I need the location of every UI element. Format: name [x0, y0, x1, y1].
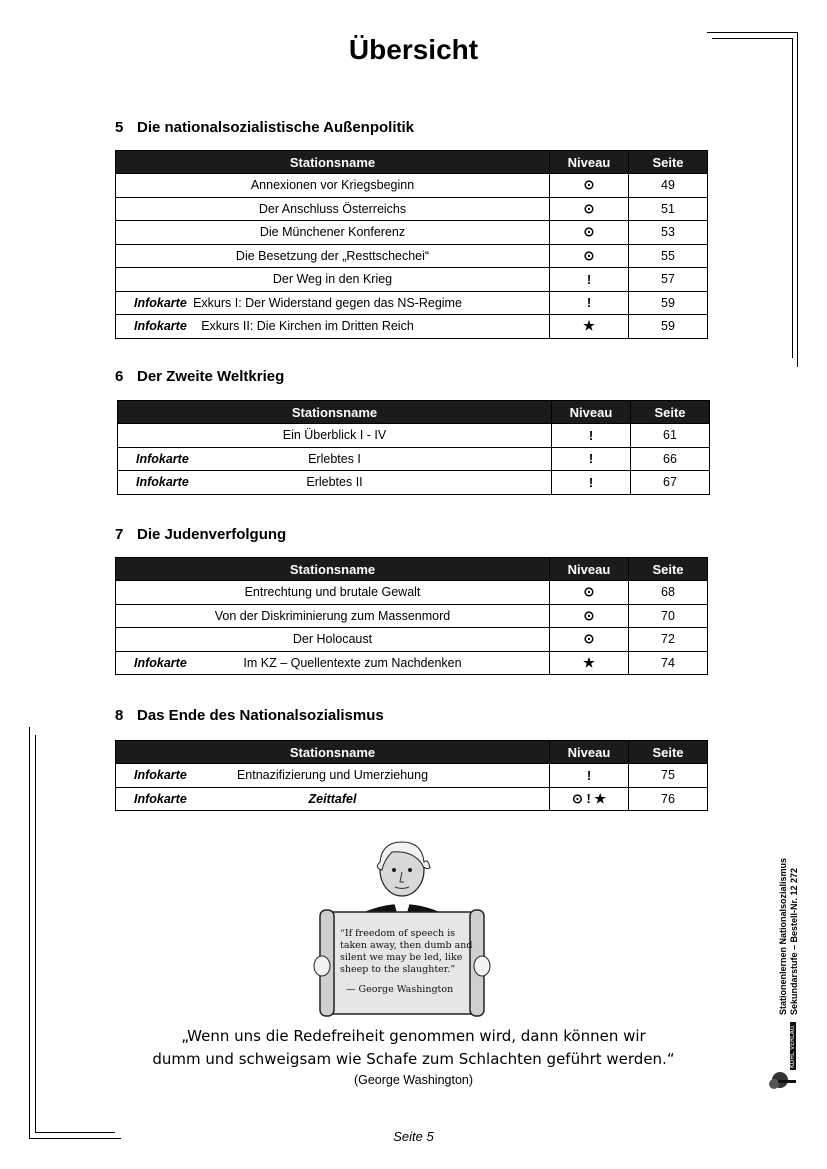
table-row: [118, 471, 710, 495]
station-level: ⊙: [550, 174, 629, 198]
station-page: 57: [629, 268, 708, 292]
table-header-row: [116, 558, 708, 581]
station-page: 59: [629, 315, 708, 339]
infokarte-tag: Infokarte: [134, 791, 187, 806]
section-title-8: 8 Das Ende des Nationalsozialismus: [115, 707, 384, 724]
table-header-row: [116, 741, 708, 764]
header-name: Stationsname: [116, 741, 550, 764]
section-title-6: 6 Der Zweite Weltkrieg: [115, 368, 285, 385]
station-page: 70: [629, 604, 708, 628]
table-row: [116, 787, 708, 811]
station-name: Entrechtung und brutale Gewalt: [116, 581, 550, 605]
table-row: [116, 244, 708, 268]
infokarte-tag: Infokarte: [134, 768, 187, 782]
scroll-line: sheep to the slaughter.”: [340, 964, 456, 975]
header-level: Niveau: [550, 741, 629, 764]
side-line-2: Sekundarstufe – Bestell-Nr. 12 272: [789, 867, 799, 1015]
station-page: 49: [629, 174, 708, 198]
station-level: ⊙: [550, 244, 629, 268]
station-level: ⊙: [550, 197, 629, 221]
station-page: 51: [629, 197, 708, 221]
scroll-line: — George Washington: [346, 984, 454, 995]
station-level: !: [552, 471, 631, 495]
scroll-line: “If freedom of speech is: [340, 928, 456, 939]
station-name: Von der Diskriminierung zum Massenmord: [116, 604, 550, 628]
station-level: !: [550, 268, 629, 292]
section-title-5: 5 Die nationalsozialistische Außenpolitik: [115, 119, 414, 136]
station-page: 59: [629, 291, 708, 315]
station-page: 66: [631, 447, 710, 471]
station-name: Infokarte Exkurs II: Die Kirchen im Dritten Reich: [116, 315, 550, 339]
station-level: ★: [550, 651, 629, 675]
infokarte-tag: Infokarte: [136, 451, 189, 466]
header-name: Stationsname: [116, 558, 550, 581]
table-row: [116, 268, 708, 292]
scroll-line: silent we may be led, like: [340, 952, 463, 963]
stations-table-8: [115, 740, 708, 811]
quote-line-1: „Wenn uns die Redefreiheit genommen wird, dann können wir: [181, 1027, 646, 1045]
table-header-row: [118, 401, 710, 424]
header-level: Niveau: [552, 401, 631, 424]
header-page: Seite: [629, 151, 708, 174]
station-page: 68: [629, 581, 708, 605]
publisher-side-text: [778, 835, 818, 1015]
table-row: [116, 604, 708, 628]
quote-text: [0, 1025, 827, 1071]
station-name: Infokarte Entnazifizierung und Umerziehung: [116, 764, 550, 788]
station-level: ★: [550, 315, 629, 339]
side-line-1: Stationenlernen Nationalsozialismus: [778, 857, 788, 1015]
table-row: [116, 628, 708, 652]
quote-author: (George Washington): [353, 1073, 474, 1087]
frame-right-v: [797, 32, 798, 367]
station-page: 74: [629, 651, 708, 675]
table-row: [116, 581, 708, 605]
header-page: Seite: [629, 558, 708, 581]
station-name: Der Weg in den Krieg: [116, 268, 550, 292]
table-row: [116, 764, 708, 788]
station-name: Die Besetzung der „Resttschechei“: [116, 244, 550, 268]
table-header-row: [116, 151, 708, 174]
header-name: Stationsname: [118, 401, 552, 424]
station-level: ⊙: [550, 221, 629, 245]
station-page: 75: [629, 764, 708, 788]
station-level: ⊙ ! ★: [550, 787, 629, 811]
table-row: [116, 197, 708, 221]
station-name: Infokarte Exkurs I: Der Widerstand gegen das NS-Regime: [116, 291, 550, 315]
header-name: Stationsname: [116, 151, 550, 174]
header-level: Niveau: [550, 151, 629, 174]
table-row: [116, 291, 708, 315]
stations-table-5: [115, 150, 708, 339]
table-row: [118, 447, 710, 471]
station-name: Infokarte Erlebtes I: [118, 447, 552, 471]
stations-table-7: [115, 557, 708, 675]
infokarte-tag: Infokarte: [136, 475, 189, 489]
station-page: 55: [629, 244, 708, 268]
header-level: Niveau: [550, 558, 629, 581]
station-name: Die Münchener Konferenz: [116, 221, 550, 245]
scroll-line: taken away, then dumb and: [340, 940, 473, 951]
station-page: 53: [629, 221, 708, 245]
page-footer: Seite 5: [393, 1129, 434, 1144]
station-name: Infokarte Im KZ – Quellentexte zum Nachdenken: [116, 651, 550, 675]
header-page: Seite: [629, 741, 708, 764]
frame-top-right-h: [707, 32, 797, 33]
frame-right-v2: [792, 38, 793, 358]
table-row: [116, 174, 708, 198]
station-name: Infokarte Erlebtes II: [118, 471, 552, 495]
table-row: [116, 315, 708, 339]
station-page: 61: [631, 424, 710, 448]
station-name: Annexionen vor Kriegsbeginn: [116, 174, 550, 198]
station-page: 76: [629, 787, 708, 811]
station-level: ⊙: [550, 581, 629, 605]
logo-text: KOHL VERLAG: [789, 1025, 796, 1068]
table-row: [116, 221, 708, 245]
station-level: !: [550, 291, 629, 315]
table-row: [116, 651, 708, 675]
station-page: 67: [631, 471, 710, 495]
station-name: Der Anschluss Österreichs: [116, 197, 550, 221]
section-title-7: 7 Die Judenverfolgung: [115, 526, 287, 543]
station-level: !: [550, 764, 629, 788]
station-name: Ein Überblick I - IV: [118, 424, 552, 448]
station-name: Infokarte Zeittafel: [116, 787, 550, 811]
station-level: ⊙: [550, 628, 629, 652]
station-name: Der Holocaust: [116, 628, 550, 652]
washington-scroll-illustration: [312, 840, 492, 1018]
kohl-verlag-logo: [768, 1022, 798, 1092]
table-row: [118, 424, 710, 448]
station-level: !: [552, 447, 631, 471]
infokarte-tag: Infokarte: [134, 655, 187, 670]
station-page: 72: [629, 628, 708, 652]
station-level: ⊙: [550, 604, 629, 628]
infokarte-tag: Infokarte: [134, 319, 187, 333]
quote-line-2: dumm und schweigsam wie Schafe zum Schlachten geführt werden.“: [152, 1050, 675, 1068]
station-level: !: [552, 424, 631, 448]
header-page: Seite: [631, 401, 710, 424]
infokarte-tag: Infokarte: [134, 295, 187, 310]
page-title: Übersicht: [348, 34, 479, 65]
stations-table-6: [117, 400, 710, 495]
